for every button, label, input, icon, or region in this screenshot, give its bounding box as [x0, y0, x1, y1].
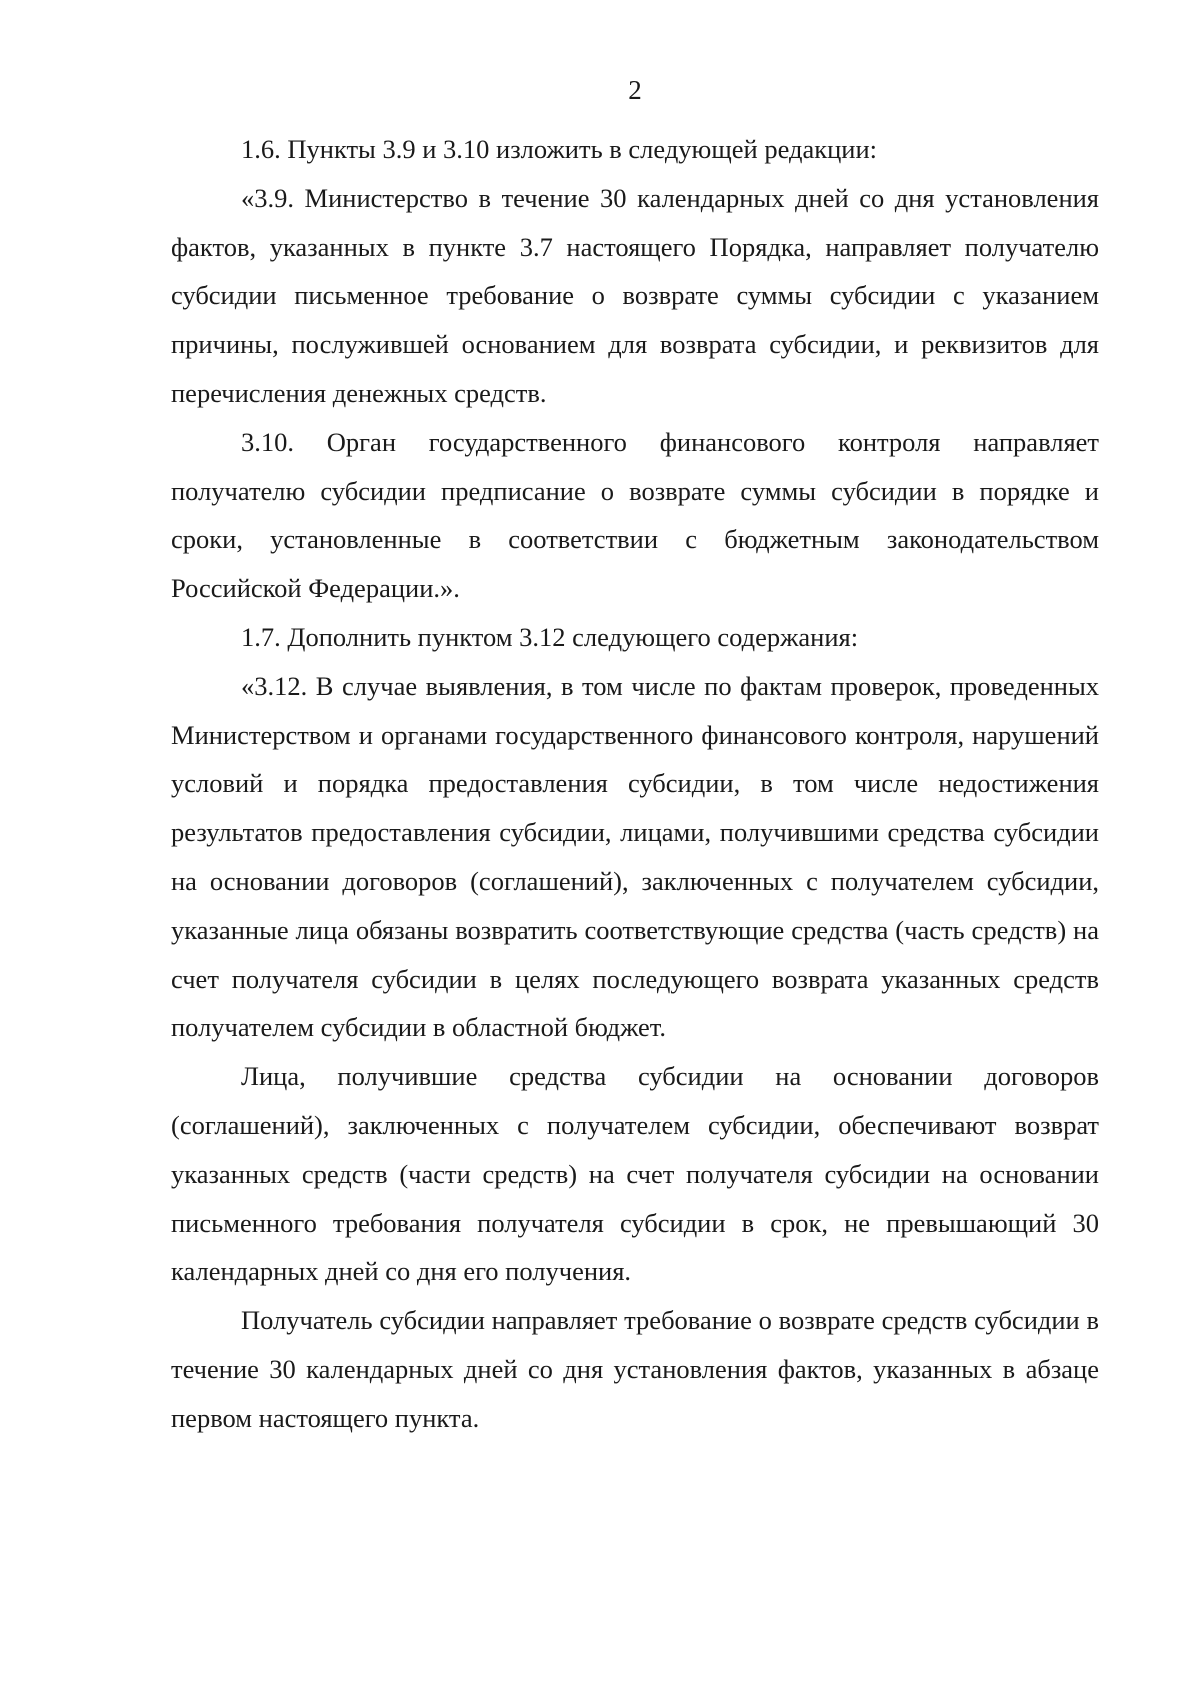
- paragraph-3-10: 3.10. Орган государственного финансового контроля направляет получателю субсидии предписание о возврате суммы субсидии в порядке и сроки, установленные в соответствии с бюджетным законодательством Российской Федерации.».: [171, 426, 1099, 604]
- paragraph-3-12-third: Получатель субсидии направляет требование о возврате средств субсидии в течение 30 календарных дней со дня установления фактов, указанных в абзаце первом настоящего пункта.: [171, 1305, 1099, 1433]
- paragraph-1-6: 1.6. Пункты 3.9 и 3.10 изложить в следующей редакции:: [241, 134, 878, 164]
- paragraph-3-9: «3.9. Министерство в течение 30 календарных дней со дня установления фактов, указанных в пункте 3.7 настоящего Порядка, направляет получателю субсидии письменное требование о возврате суммы субсидии с указанием причины, послужившей основанием для возврата субсидии, и реквизитов для перечисления денежных средств.: [171, 182, 1099, 408]
- paragraph-3-12: «3.12. В случае выявления, в том числе по фактам проверок, проведенных Министерством и органами государственного финансового контроля, нарушений условий и порядка предоставления субсидии, в том числе недостижения результатов предоставления субсидии, лицами, получившими средства субсидии на основании договоров (соглашений), заключенных с получателем субсидии, указанные лица обязаны возвратить соответствующие средства (часть средств) на счет получателя субсидии в целях последующего возврата указанных средств получателем субсидии в областной бюджет.: [171, 670, 1099, 1043]
- paragraph-1-7: 1.7. Дополнить пунктом 3.12 следующего содержания:: [241, 621, 859, 652]
- page-number: 2: [628, 75, 642, 105]
- document-body: [171, 125, 1099, 1443]
- paragraph-3-12-second: Лица, получившие средства субсидии на основании договоров (соглашений), заключенных с получателем субсидии, обеспечивают возврат указанных средств (части средств) на счет получателя субсидии на основании письменного требования получателя субсидии в срок, не превышающий 30 календарных дней со дня его получения.: [171, 1061, 1099, 1287]
